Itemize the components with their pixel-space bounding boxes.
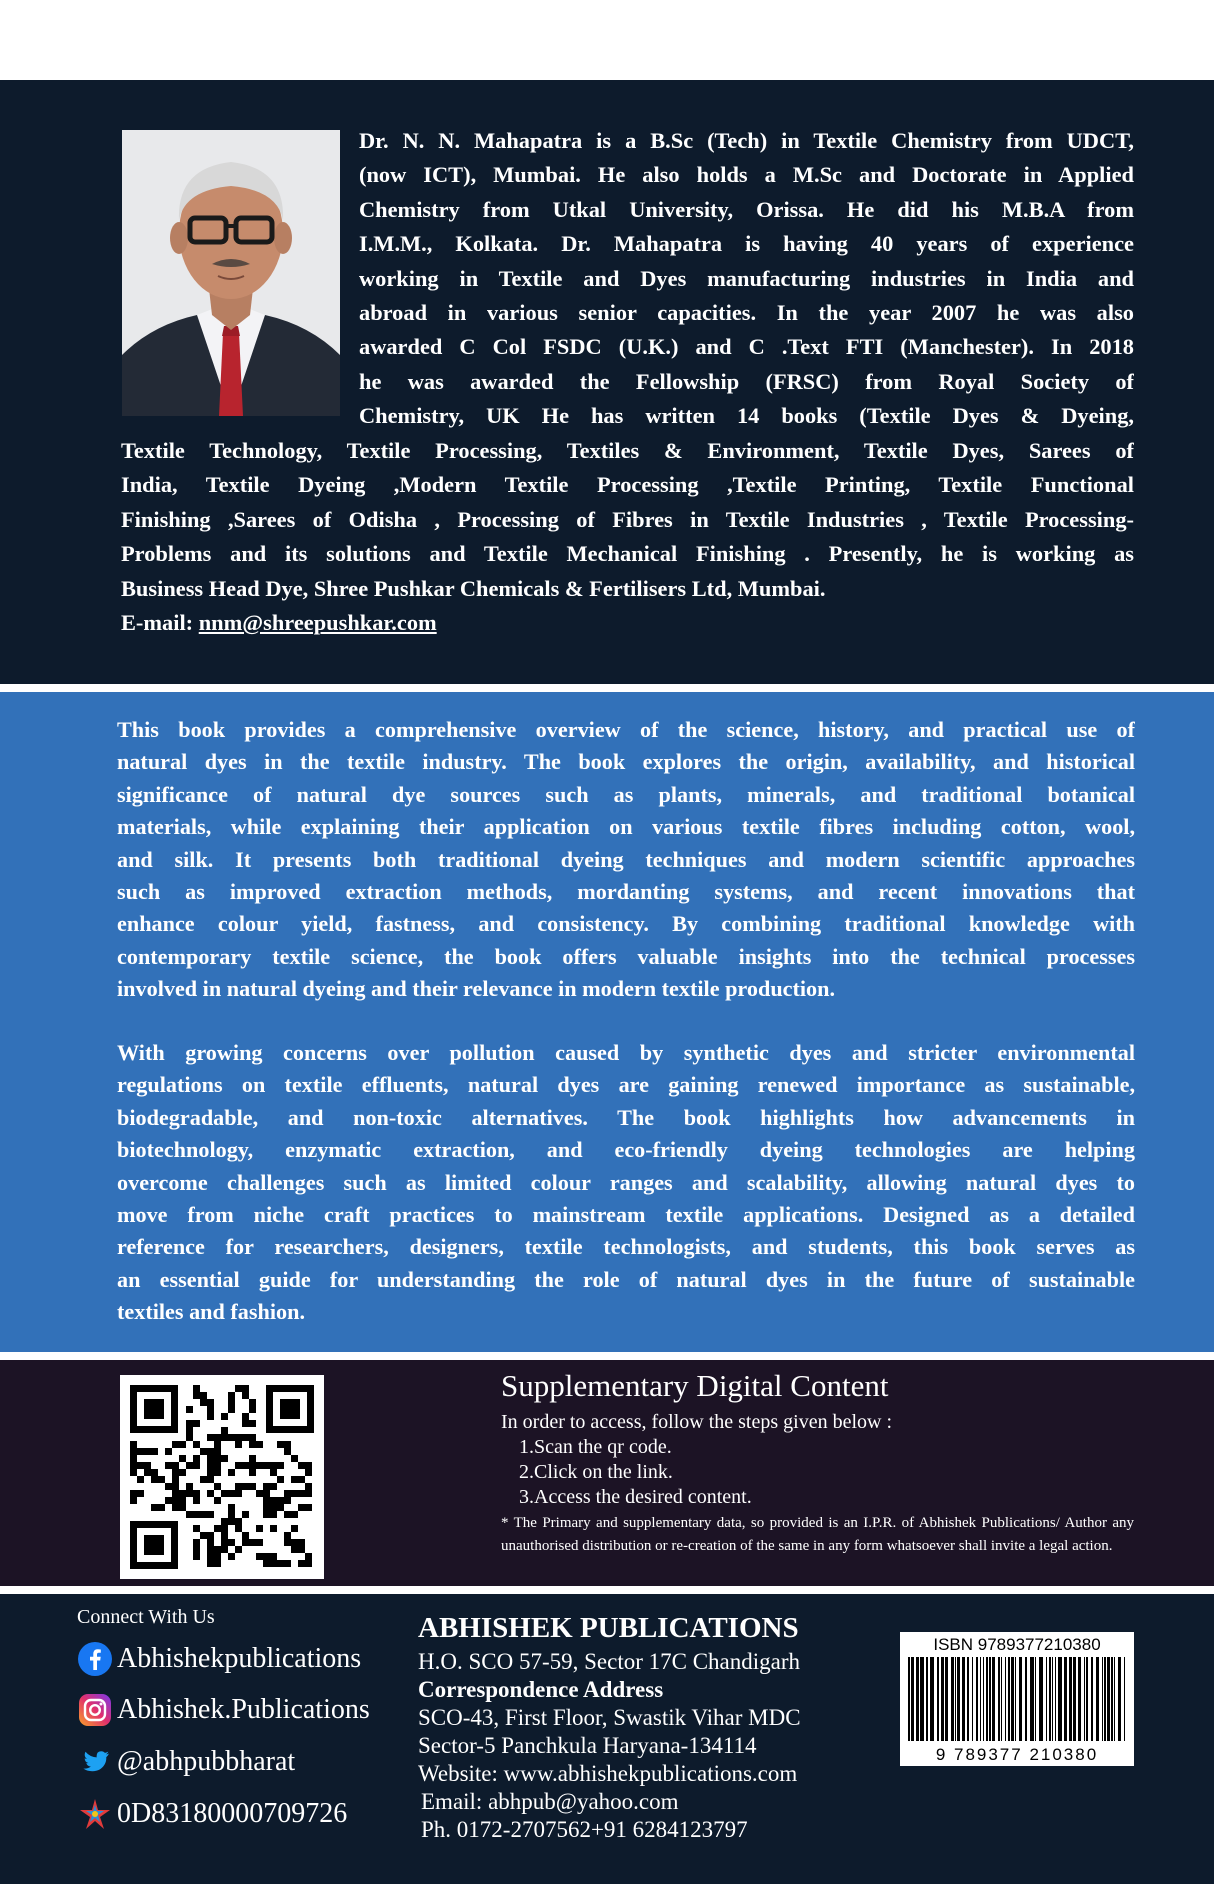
description-line: natural dyes in the textile industry. The book explores the origin, availability, and historical xyxy=(117,749,1135,775)
address-line-1: SCO-43, First Floor, Swastik Vihar MDC xyxy=(418,1705,801,1730)
instagram-handle: Abhishek.Publications xyxy=(117,1694,370,1725)
supplementary-panel xyxy=(0,1360,1214,1586)
correspondence-label: Correspondence Address xyxy=(418,1677,664,1702)
bio-line: India, Textile Dyeing ,Modern Textile Processing ,Textile Printing, Textile Functional xyxy=(121,472,1134,498)
footer-panel xyxy=(0,1594,1214,1884)
supplementary-step-1: 1.Scan the qr code. xyxy=(519,1436,672,1458)
description-line: regulations on textile effluents, natural dyes are gaining renewed importance as sustainable, xyxy=(117,1072,1135,1098)
description-line: enhance colour yield, fastness, and consistency. By combining traditional knowledge with xyxy=(117,911,1135,937)
facebook-icon xyxy=(77,1641,113,1677)
twitter-icon xyxy=(77,1744,113,1780)
bio-line: Chemistry, UK He has written 14 books (Textile Dyes & Dyeing, xyxy=(359,403,1134,429)
description-line: biotechnology, enzymatic extraction, and eco-friendly dyeing technologies are helping xyxy=(117,1137,1135,1163)
publisher-name: ABHISHEK PUBLICATIONS xyxy=(418,1612,799,1644)
address-line-2: Sector-5 Panchkula Haryana-134114 xyxy=(418,1733,757,1758)
isbn-label: ISBN 9789377210380 xyxy=(933,1635,1101,1654)
author-bio-top xyxy=(359,124,1134,434)
publisher-email[interactable]: Email: abhpub@yahoo.com xyxy=(421,1789,679,1814)
author-bio-bottom xyxy=(121,434,1134,606)
bio-line: (now ICT), Mumbai. He also holds a M.Sc and Doctorate in Applied xyxy=(359,162,1134,188)
bio-line: Dr. N. N. Mahapatra is a B.Sc (Tech) in Textile Chemistry from UDCT, xyxy=(359,128,1134,153)
supplementary-title: Supplementary Digital Content xyxy=(501,1368,889,1403)
social-facebook[interactable] xyxy=(77,1639,361,1679)
publisher-website[interactable]: Website: www.abhishekpublications.com xyxy=(418,1761,798,1786)
book-description-panel xyxy=(0,692,1214,1352)
description-line: move from niche craft practices to mainstream textile applications. Designed as a detailed xyxy=(117,1201,1135,1227)
description-line: contemporary textile science, the book offers valuable insights into the technical processes xyxy=(117,943,1135,969)
bio-line: I.M.M., Kolkata. Dr. Mahapatra is having 40 years of experience xyxy=(359,231,1134,257)
author-portrait-image xyxy=(122,130,340,416)
social-other[interactable] xyxy=(77,1794,347,1834)
twitter-handle: @abhpubbharat xyxy=(117,1746,296,1777)
description-line: materials, while explaining their application on various textile fibres including cotton, wool, xyxy=(117,814,1135,840)
bio-line: abroad in various senior capacities. In the year 2007 he was also xyxy=(359,299,1134,325)
description-line: and silk. It presents both traditional dyeing techniques and modern scientific approaches xyxy=(117,846,1135,872)
publisher-phone: Ph. 0172-2707562+91 6284123797 xyxy=(421,1817,748,1842)
barcode-digits: 9 789377 210380 xyxy=(935,1745,1099,1764)
bio-line: Textile Technology, Textile Processing, Textiles & Environment, Textile Dyes, Sarees of xyxy=(121,438,1134,463)
bio-line: he was awarded the Fellowship (FRSC) from Royal Society of xyxy=(359,368,1134,394)
barcode-icon xyxy=(900,1632,1134,1766)
isbn-barcode xyxy=(900,1632,1134,1766)
supplementary-step-3: 3.Access the desired content. xyxy=(519,1486,752,1508)
author-panel xyxy=(0,80,1214,684)
email-label: E-mail: xyxy=(121,610,199,635)
author-email-link[interactable]: nnm@shreepushkar.com xyxy=(198,610,437,635)
description-line: such as improved extraction methods, mordanting systems, and recent innovations that xyxy=(117,878,1135,904)
supplementary-note: * The Primary and supplementary data, so provided is an I.P.R. of Abhishek Publications/ Author any unauthorised distribution or re-creation of the same in any form whatsoever shall invite a legal action. xyxy=(501,1515,1134,1554)
instagram-icon xyxy=(77,1692,113,1728)
other-handle: 0D83180000709726 xyxy=(117,1798,348,1829)
facebook-handle: Abhishekpublications xyxy=(117,1643,362,1674)
bio-line: awarded C Col FSDC (U.K.) and C .Text FTI (Manchester). In 2018 xyxy=(359,334,1134,360)
description-line: significance of natural dye sources such as plants, minerals, and traditional botanical xyxy=(117,781,1135,807)
description-line: textiles and fashion. xyxy=(117,1299,305,1325)
social-twitter[interactable] xyxy=(77,1742,295,1782)
bio-line: Problems and its solutions and Textile Mechanical Finishing . Presently, he is working as xyxy=(121,541,1134,567)
description-paragraph-2 xyxy=(117,1037,1135,1329)
description-line: an essential guide for understanding the role of natural dyes in the future of sustainable xyxy=(117,1266,1135,1292)
description-line: reference for researchers, designers, textile technologists, and students, this book serves as xyxy=(117,1234,1135,1260)
description-paragraph-1 xyxy=(117,714,1135,1006)
head-office-address: H.O. SCO 57-59, Sector 17C Chandigarh xyxy=(418,1649,801,1674)
star-logo-icon xyxy=(77,1796,113,1832)
description-line: involved in natural dyeing and their relevance in modern textile production. xyxy=(117,976,836,1002)
description-line: With growing concerns over pollution caused by synthetic dyes and stricter environmental xyxy=(117,1040,1135,1065)
bio-line: working in Textile and Dyes manufacturing industries in India and xyxy=(359,265,1134,291)
bio-line: Business Head Dye, Shree Pushkar Chemicals & Fertilisers Ltd, Mumbai. xyxy=(121,575,826,601)
supplementary-step-2: 2.Click on the link. xyxy=(519,1461,673,1483)
author-photo xyxy=(122,130,340,416)
supplementary-intro: In order to access, follow the steps given below : xyxy=(501,1411,893,1433)
bio-line: Finishing ,Sarees of Odisha , Processing of Fibres in Textile Industries , Textile Processing- xyxy=(121,506,1134,532)
bio-line: Chemistry from Utkal University, Orissa. He did his M.B.A from xyxy=(359,196,1134,222)
author-email-line xyxy=(121,606,437,640)
qr-code[interactable] xyxy=(120,1375,324,1579)
connect-title: Connect With Us xyxy=(77,1606,215,1628)
description-line: overcome challenges such as limited colour ranges and scalability, allowing natural dyes to xyxy=(117,1169,1135,1195)
description-line: biodegradable, and non-toxic alternatives. The book highlights how advancements in xyxy=(117,1104,1135,1130)
description-line: This book provides a comprehensive overview of the science, history, and practical use of xyxy=(117,717,1135,742)
qr-code-icon xyxy=(120,1375,324,1579)
social-instagram[interactable] xyxy=(77,1690,370,1730)
